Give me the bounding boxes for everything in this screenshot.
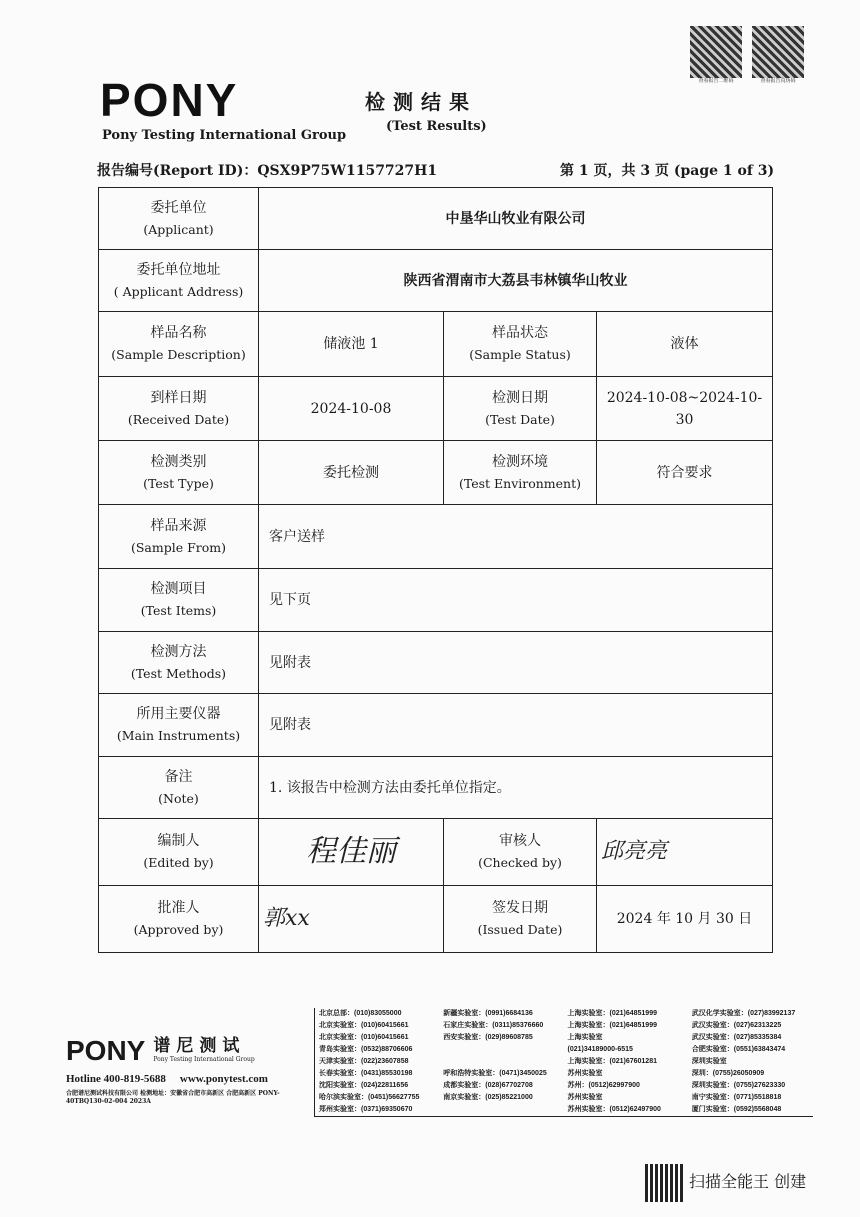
edited-signature: 程佳丽: [259, 819, 444, 886]
footer-company-block: [66, 1036, 310, 1106]
qr-code-2: 查看报告真伪码: [752, 26, 804, 85]
lab-contact: 成都实验室：(028)67702708: [443, 1082, 533, 1089]
received-label: 到样日期 (Received Date): [99, 377, 259, 441]
report-table: [98, 187, 773, 953]
lab-contact: 西安实验室：(029)89608785: [443, 1034, 533, 1041]
lab-contact: 深圳实验室：(0755)27623330: [691, 1082, 786, 1089]
applicant-value: 中垦华山牧业有限公司: [259, 188, 773, 250]
approved-signature: 郭xx: [259, 886, 444, 953]
received-value: 2024-10-08: [259, 377, 444, 441]
lab-contact: 南京实验室：(025)85221000: [443, 1094, 533, 1101]
note-value: 1. 该报告中检测方法由委托单位指定。: [259, 757, 773, 819]
footer-logo: PONY: [66, 1035, 146, 1066]
lab-contact: 合肥实验室：(0551)63843474: [691, 1046, 786, 1053]
sample-status-label: 样品状态 (Sample Status): [444, 312, 597, 377]
sample-status-value: 液体: [597, 312, 773, 377]
lab-contact: 上海实验室：(021)64851999: [567, 1010, 657, 1017]
lab-contact: 新疆实验室：(0991)6684136: [443, 1010, 533, 1017]
approved-label: 批准人 (Approved by): [99, 886, 259, 953]
instruments-value: 见附表: [259, 694, 773, 757]
lab-contact: 南宁实验室：(0771)5518818: [691, 1094, 782, 1101]
methods-label: 检测方法 (Test Methods): [99, 632, 259, 694]
pony-logo: PONY: [100, 74, 239, 126]
footer-address: 合肥谱尼测试科技有限公司 检测地址：安徽省合肥市高新区 合肥高新区 PONY-40TBQ130-02-004 2023A: [66, 1090, 280, 1105]
test-items-value: 见下页: [259, 569, 773, 632]
lab-contact: 苏州实验室：(0512)62497900: [567, 1106, 661, 1113]
lab-contact: 天津实验室：(022)23607858: [319, 1058, 409, 1065]
checked-signature: 邱亮亮: [597, 819, 773, 886]
lab-contact: [443, 1044, 564, 1056]
lab-contact: [443, 1104, 564, 1116]
checked-label: 审核人 (Checked by): [444, 819, 597, 886]
lab-contact: 苏州实验室: [567, 1094, 603, 1101]
document-title: 检测结果: [365, 90, 477, 114]
address-value: 陕西省渭南市大荔县韦林镇华山牧业: [259, 250, 773, 312]
lab-contact: 石家庄实验室：(0311)85376660: [443, 1022, 544, 1029]
test-items-label: 检测项目 (Test Items): [99, 569, 259, 632]
website[interactable]: www.ponytest.com: [179, 1073, 268, 1085]
lab-contact: 呼和浩特实验室：(0471)3450025: [443, 1070, 547, 1077]
sample-desc-value: 储液池 1: [259, 312, 444, 377]
env-label: 检测环境 (Test Environment): [444, 441, 597, 505]
group-name: Pony Testing International Group: [102, 128, 347, 143]
lab-contact: 苏州：(0512)62997900: [567, 1082, 640, 1089]
instruments-label: 所用主要仪器 (Main Instruments): [99, 694, 259, 757]
lab-contacts: [314, 1008, 813, 1117]
lab-contact: 哈尔滨实验室：(0451)56627755: [319, 1094, 420, 1101]
lab-contact: 武汉实验室：(027)85335384: [691, 1034, 782, 1041]
issued-label: 签发日期 (Issued Date): [444, 886, 597, 953]
lab-contact: (021)34189000-6515: [567, 1046, 633, 1053]
document-title-en: (Test Results): [386, 119, 487, 134]
test-type-value: 委托检测: [259, 441, 444, 505]
footer-contact-line: [66, 1072, 310, 1086]
lab-contact: 武汉实验室：(027)62313225: [691, 1022, 782, 1029]
lab-contact: 青岛实验室：(0532)88706606: [319, 1046, 413, 1053]
note-label: 备注 (Note): [99, 757, 259, 819]
methods-value: 见附表: [259, 632, 773, 694]
address-label: 委托单位地址 ( Applicant Address): [99, 250, 259, 312]
env-value: 符合要求: [597, 441, 773, 505]
lab-contact: 北京实验室：(010)60415661: [319, 1022, 409, 1029]
lab-contact: 长春实验室：(0431)85530198: [319, 1070, 413, 1077]
test-date-value: 2024-10-08~2024-10-30: [597, 377, 773, 441]
hotline: Hotline 400-819-5688: [66, 1073, 166, 1085]
footer-company-cn: 谱尼测试: [153, 1036, 246, 1056]
sample-desc-label: 样品名称 (Sample Description): [99, 312, 259, 377]
lab-contact: 郑州实验室：(0371)69350670: [319, 1106, 413, 1113]
test-date-label: 检测日期 (Test Date): [444, 377, 597, 441]
sample-from-label: 样品来源 (Sample From): [99, 505, 259, 569]
lab-contact: 武汉化学实验室：(027)83992137: [691, 1010, 796, 1017]
lab-contact: 厦门实验室：(0592)5568048: [691, 1106, 782, 1113]
applicant-label: 委托单位 (Applicant): [99, 188, 259, 250]
lab-contact: [443, 1056, 564, 1068]
footer-company-en: Pony Testing International Group: [153, 1056, 255, 1063]
qr-code-1: 查看报告二维码: [690, 26, 742, 85]
issued-value: 2024 年 10 月 30 日: [597, 886, 773, 953]
lab-contact: 上海实验室: [567, 1034, 603, 1041]
test-type-label: 检测类别 (Test Type): [99, 441, 259, 505]
page-number: 第 1 页，共 3 页 (page 1 of 3): [560, 163, 775, 179]
lab-contact: 沈阳实验室：(024)22811656: [319, 1082, 409, 1089]
lab-contact: 北京总部：(010)83055000: [319, 1010, 402, 1017]
lab-contact: 北京实验室：(010)60415661: [319, 1034, 409, 1041]
sample-from-value: 客户送样: [259, 505, 773, 569]
lab-contact: 深圳：(0755)26050909: [691, 1070, 765, 1077]
edited-label: 编制人 (Edited by): [99, 819, 259, 886]
report-id: 报告编号(Report ID)：QSX9P75W1157727H1: [97, 163, 438, 179]
footer-company-names: [153, 1036, 254, 1064]
footer-brand: [66, 1036, 310, 1066]
lab-contact: 深圳实验室: [691, 1058, 727, 1065]
lab-contact: 苏州实验室: [567, 1070, 603, 1077]
qr-icon: [645, 1164, 683, 1202]
camscanner-watermark: 扫描全能王 创建: [645, 1163, 806, 1202]
lab-contact: 上海实验室：(021)64851999: [567, 1022, 657, 1029]
lab-contact: 上海实验室：(021)67601281: [567, 1058, 657, 1065]
